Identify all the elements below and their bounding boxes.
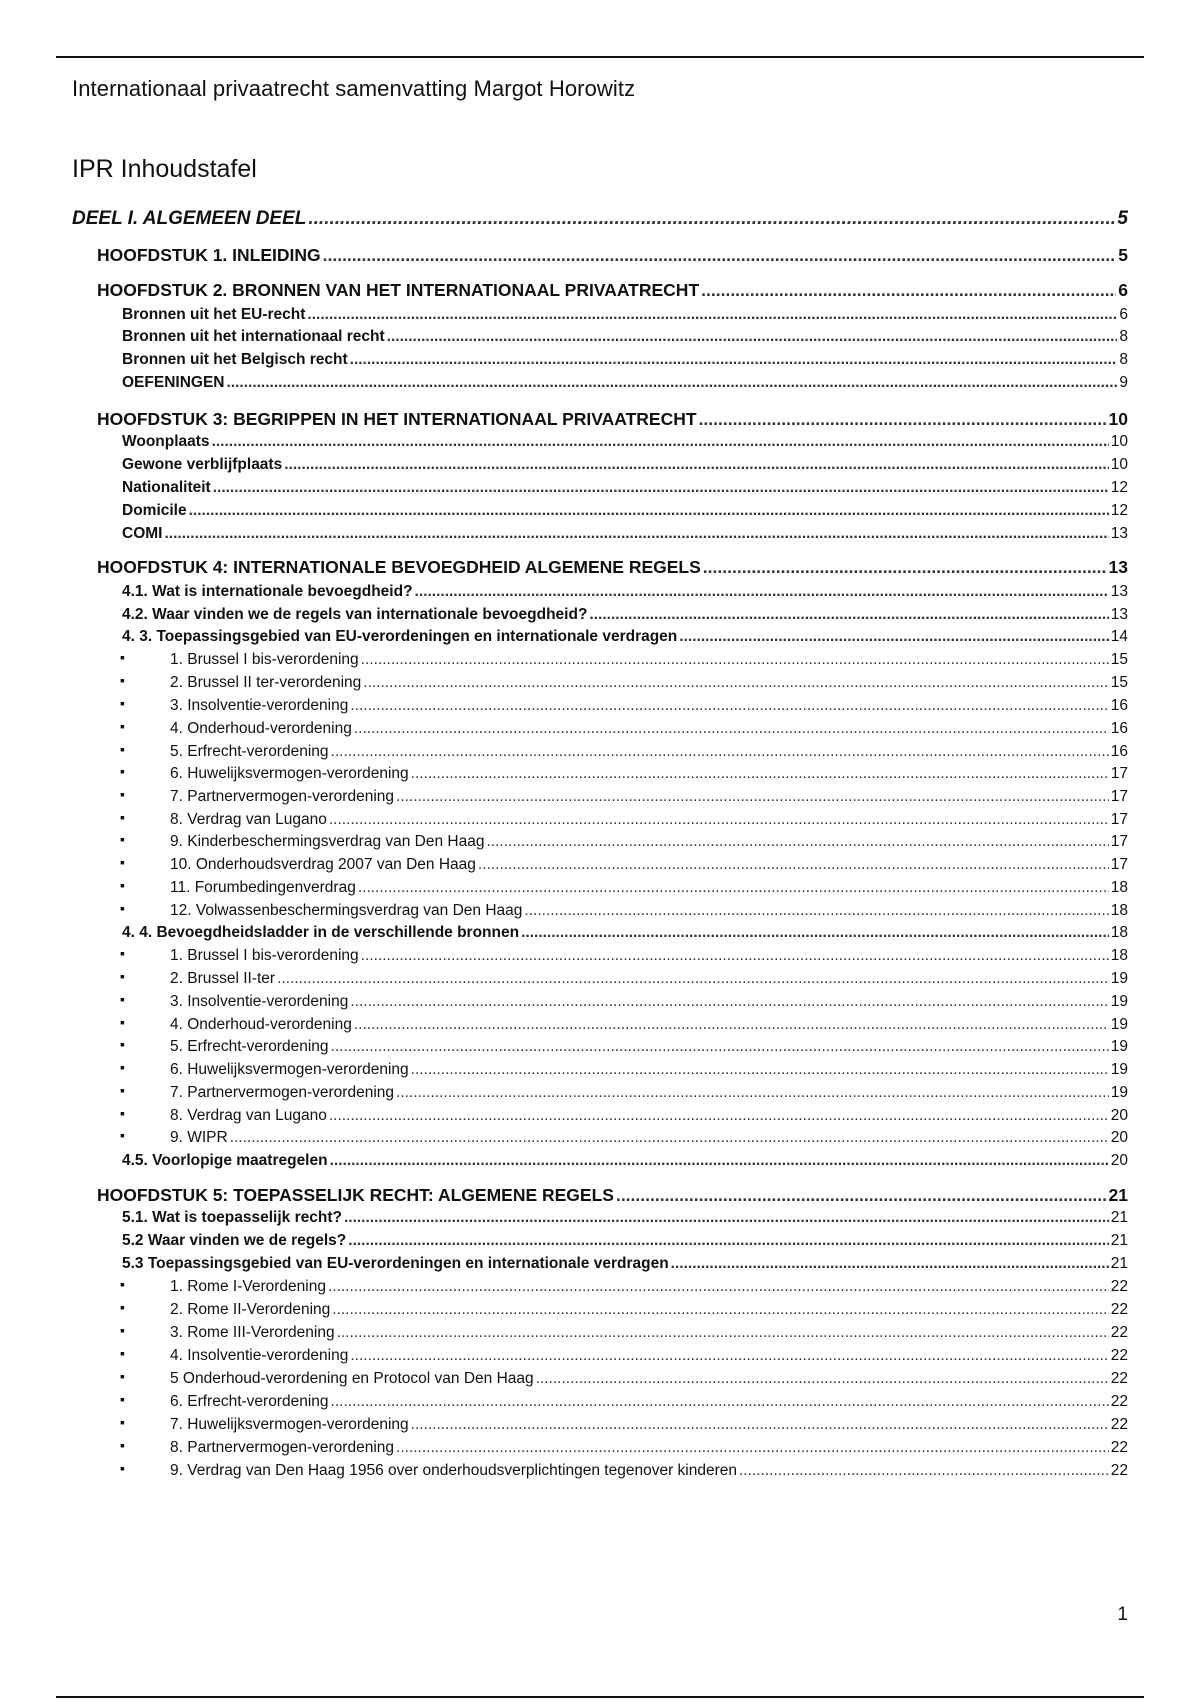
dot-leader: [189, 502, 1109, 520]
dot-leader: [616, 1185, 1107, 1206]
dot-leader: [354, 1016, 1109, 1034]
toc-entry[interactable]: [170, 1274, 1128, 1296]
toc-entry-page: 18: [1110, 947, 1128, 964]
dot-leader: [363, 674, 1108, 692]
dot-leader: [331, 1393, 1109, 1411]
bullet-icon: ▪: [120, 741, 125, 757]
toc-entry-page: 15: [1110, 651, 1128, 668]
toc-entry-label: HOOFDSTUK 2. BRONNEN VAN HET INTERNATIONAAL PRIVAATRECHT: [97, 280, 700, 300]
toc-entry-page: 16: [1110, 697, 1128, 714]
bullet-icon: ▪: [120, 718, 125, 734]
dot-leader: [230, 1129, 1109, 1147]
bullet-icon: ▪: [120, 1414, 125, 1430]
toc-entry[interactable]: [170, 989, 1128, 1011]
toc-entry-label: 1. Brussel I bis-verordening: [170, 651, 359, 668]
toc-entry[interactable]: [170, 1034, 1128, 1056]
toc-entry-label: 6. Erfrecht-verordening: [170, 1393, 329, 1410]
toc-entry[interactable]: [170, 1389, 1128, 1411]
toc-entry[interactable]: [122, 429, 1128, 451]
dot-leader: [213, 479, 1109, 497]
toc-entry-label: Domicile: [122, 502, 187, 519]
dot-leader: [699, 409, 1107, 430]
dot-leader: [589, 606, 1108, 624]
dot-leader: [348, 1232, 1108, 1250]
bullet-icon: ▪: [120, 1082, 125, 1098]
toc-entry[interactable]: [170, 647, 1128, 669]
toc-entry-label: 2. Brussel II ter-verordening: [170, 674, 362, 691]
toc-entry[interactable]: [122, 498, 1128, 520]
dot-leader: [396, 788, 1109, 806]
dot-leader: [329, 811, 1109, 829]
dot-leader: [361, 651, 1109, 669]
toc-entry[interactable]: [170, 1320, 1128, 1342]
toc-entry-page: 22: [1110, 1462, 1128, 1479]
toc-entry[interactable]: [122, 324, 1128, 346]
toc-entry-label: 4. 3. Toepassingsgebied van EU-verordeningen en internationale verdragen: [122, 628, 678, 645]
toc-entry[interactable]: [170, 1412, 1128, 1434]
bullet-icon: ▪: [120, 1276, 125, 1292]
toc-entry-label: COMI: [122, 525, 163, 542]
toc-entry[interactable]: [170, 966, 1128, 988]
bullet-icon: ▪: [120, 1391, 125, 1407]
toc-entry[interactable]: [170, 693, 1128, 715]
toc-entry-label: 12. Volwassenbeschermingsverdrag van Den Haag: [170, 902, 523, 919]
toc-entry-label: 10. Onderhoudsverdrag 2007 van Den Haag: [170, 856, 476, 873]
toc-entry-page: 20: [1110, 1107, 1128, 1124]
toc-entry[interactable]: [170, 1458, 1128, 1480]
toc-entry[interactable]: [170, 1080, 1128, 1102]
toc-entry[interactable]: [97, 554, 1128, 578]
toc-entry[interactable]: [122, 624, 1128, 646]
toc-entry[interactable]: [122, 579, 1128, 601]
dot-leader: [323, 245, 1117, 266]
toc-entry-page: 18: [1110, 902, 1128, 919]
dot-leader: [226, 374, 1117, 392]
toc-entry-page: 6: [1118, 280, 1128, 300]
toc-entry-label: 7. Partnervermogen-verordening: [170, 1084, 395, 1101]
toc-entry-label: 5. Erfrecht-verordening: [170, 743, 329, 760]
dot-leader: [524, 902, 1108, 920]
toc-entry-page: 19: [1110, 970, 1128, 987]
toc-entry[interactable]: [170, 898, 1128, 920]
dot-leader: [411, 1416, 1109, 1434]
bullet-icon: ▪: [120, 900, 125, 916]
bottom-rule: [56, 1696, 1144, 1698]
toc-entry[interactable]: [170, 670, 1128, 692]
toc-entry-page: 10: [1110, 433, 1128, 450]
toc-entry-page: 22: [1110, 1370, 1128, 1387]
toc-entry-label: 6. Huwelijksvermogen-verordening: [170, 765, 409, 782]
dot-leader: [332, 1301, 1108, 1319]
dot-leader: [486, 833, 1108, 851]
dot-leader: [331, 743, 1109, 761]
toc-entry-label: Bronnen uit het EU-recht: [122, 306, 306, 323]
toc-entry[interactable]: [170, 1435, 1128, 1457]
toc-entry-page: 8: [1119, 328, 1128, 345]
toc-entry-page: 22: [1110, 1278, 1128, 1295]
dot-leader: [521, 924, 1109, 942]
dot-leader: [328, 1278, 1109, 1296]
toc-entry-page: 22: [1110, 1301, 1128, 1318]
bullet-icon: ▪: [120, 786, 125, 802]
dot-leader: [331, 1038, 1109, 1056]
toc-entry-page: 17: [1110, 811, 1128, 828]
toc-entry[interactable]: [170, 829, 1128, 851]
toc-entry-label: Gewone verblijfplaats: [122, 456, 283, 473]
toc-entry-label: 4.2. Waar vinden we de regels van internationale bevoegdheid?: [122, 606, 588, 623]
dot-leader: [337, 1324, 1109, 1342]
toc-entry-label: 3. Rome III-Verordening: [170, 1324, 335, 1341]
bullet-icon: ▪: [120, 649, 125, 665]
toc-entry-label: 3. Insolventie-verordening: [170, 697, 349, 714]
toc-entry-label: DEEL I. ALGEMEEN DEEL: [72, 208, 307, 229]
dot-leader: [396, 1084, 1109, 1102]
toc-entry-label: 2. Brussel II-ter: [170, 970, 276, 987]
toc-entry-label: 5.2 Waar vinden we de regels?: [122, 1232, 347, 1249]
toc-entry[interactable]: [170, 1057, 1128, 1079]
toc-entry-page: 9: [1119, 374, 1128, 391]
toc-entry-page: 18: [1110, 879, 1128, 896]
toc-entry[interactable]: [122, 347, 1128, 369]
toc-entry-label: 4. Onderhoud-verordening: [170, 1016, 352, 1033]
toc-entry-page: 19: [1110, 1016, 1128, 1033]
document-header: Internationaal privaatrecht samenvatting Margot Horowitz: [72, 76, 636, 101]
dot-leader: [350, 697, 1108, 715]
toc-entry[interactable]: [170, 716, 1128, 738]
toc-entry-page: 22: [1110, 1416, 1128, 1433]
bullet-icon: ▪: [120, 1437, 125, 1453]
toc-entry-label: HOOFDSTUK 4: INTERNATIONALE BEVOEGDHEID ALGEMENE REGELS: [97, 557, 701, 577]
toc-entry-page: 5: [1118, 245, 1128, 265]
dot-leader: [679, 628, 1108, 646]
toc-entry-page: 20: [1110, 1152, 1128, 1169]
toc-entry-label: 8. Verdrag van Lugano: [170, 811, 327, 828]
toc-entry[interactable]: [170, 761, 1128, 783]
dot-leader: [415, 583, 1109, 601]
toc-entry-page: 21: [1110, 1255, 1128, 1272]
toc-entry-page: 10: [1108, 409, 1128, 429]
toc-entry[interactable]: [97, 277, 1128, 301]
bullet-icon: ▪: [120, 1322, 125, 1338]
bullet-icon: ▪: [120, 1345, 125, 1361]
toc-entry[interactable]: [122, 602, 1128, 624]
toc-entry-label: 4. Insolventie-verordening: [170, 1347, 349, 1364]
toc-entry[interactable]: [170, 1366, 1128, 1388]
toc-entry-page: 13: [1110, 525, 1128, 542]
toc-entry-label: 4. 4. Bevoegdheidsladder in de verschillende bronnen: [122, 924, 520, 941]
toc-entry-label: 2. Rome II-Verordening: [170, 1301, 331, 1318]
dot-leader: [284, 456, 1109, 474]
dot-leader: [411, 1061, 1109, 1079]
dot-leader: [536, 1370, 1109, 1388]
toc-entry[interactable]: [170, 1125, 1128, 1147]
toc-entry-page: 8: [1119, 351, 1128, 368]
toc-entry-page: 17: [1110, 788, 1128, 805]
toc-entry-page: 12: [1110, 502, 1128, 519]
toc-entry[interactable]: [122, 1205, 1128, 1227]
toc-entry[interactable]: [170, 875, 1128, 897]
page-number: 1: [1117, 1604, 1128, 1625]
dot-leader: [361, 947, 1109, 965]
toc-entry-page: 18: [1110, 924, 1128, 941]
toc-entry-page: 13: [1110, 606, 1128, 623]
toc-entry-label: 11. Forumbedingenverdrag: [170, 879, 356, 896]
toc-entry[interactable]: [122, 370, 1128, 392]
dot-leader: [671, 1255, 1109, 1273]
dot-leader: [212, 433, 1109, 451]
toc-entry-label: 4. Onderhoud-verordening: [170, 720, 352, 737]
bullet-icon: ▪: [120, 945, 125, 961]
bullet-icon: ▪: [120, 1299, 125, 1315]
dot-leader: [277, 970, 1109, 988]
toc-entry-label: HOOFDSTUK 5: TOEPASSELIJK RECHT: ALGEMENE REGELS: [97, 1185, 614, 1205]
toc-entry[interactable]: [170, 1297, 1128, 1319]
bullet-icon: ▪: [120, 809, 125, 825]
toc-entry[interactable]: [170, 943, 1128, 965]
toc-entry-label: 5.1. Wat is toepasselijk recht?: [122, 1209, 342, 1226]
toc-entry-label: 8. Verdrag van Lugano: [170, 1107, 327, 1124]
dot-leader: [308, 208, 1115, 230]
bullet-icon: ▪: [120, 763, 125, 779]
bullet-icon: ▪: [120, 1059, 125, 1075]
toc-entry[interactable]: [97, 242, 1128, 266]
dot-leader: [703, 557, 1107, 578]
dot-leader: [396, 1439, 1109, 1457]
toc-entry-page: 19: [1110, 993, 1128, 1010]
toc-entry-page: 6: [1119, 306, 1128, 323]
toc-entry-label: 5.3 Toepassingsgebied van EU-verordeningen en internationale verdragen: [122, 1255, 669, 1272]
toc-entry-page: 15: [1110, 674, 1128, 691]
dot-leader: [701, 280, 1116, 301]
toc-entry[interactable]: [122, 452, 1128, 474]
bullet-icon: ▪: [120, 1105, 125, 1121]
toc-entry-page: 10: [1110, 456, 1128, 473]
toc-entry-label: Bronnen uit het Belgisch recht: [122, 351, 348, 368]
toc-entry[interactable]: [170, 1343, 1128, 1365]
toc-entry-label: 5 Onderhoud-verordening en Protocol van Den Haag: [170, 1370, 534, 1387]
toc-entry-page: 17: [1110, 833, 1128, 850]
bullet-icon: ▪: [120, 831, 125, 847]
bullet-icon: ▪: [120, 1036, 125, 1052]
toc-entry[interactable]: [97, 406, 1128, 430]
toc-entry[interactable]: [72, 204, 1128, 230]
dot-leader: [307, 306, 1117, 324]
bullet-icon: ▪: [120, 854, 125, 870]
dot-leader: [478, 856, 1109, 874]
toc-entry[interactable]: [122, 1148, 1128, 1170]
top-rule: [56, 56, 1144, 58]
bullet-icon: ▪: [120, 1127, 125, 1143]
toc-entry-label: 3. Insolventie-verordening: [170, 993, 349, 1010]
toc-entry-page: 21: [1110, 1232, 1128, 1249]
toc-entry-page: 20: [1110, 1129, 1128, 1146]
toc-entry-page: 12: [1110, 479, 1128, 496]
toc-entry-page: 21: [1108, 1185, 1128, 1205]
toc-entry[interactable]: [122, 920, 1128, 942]
toc-heading: IPR Inhoudstafel: [72, 155, 257, 183]
toc-entry-page: 5: [1117, 208, 1128, 229]
toc-entry-page: 19: [1110, 1084, 1128, 1101]
bullet-icon: ▪: [120, 968, 125, 984]
toc-entry[interactable]: [122, 475, 1128, 497]
toc-entry-label: Nationaliteit: [122, 479, 211, 496]
toc-entry-page: 22: [1110, 1439, 1128, 1456]
toc-entry-label: 9. WIPR: [170, 1129, 228, 1146]
dot-leader: [739, 1462, 1109, 1480]
dot-leader: [350, 351, 1118, 369]
bullet-icon: ▪: [120, 1368, 125, 1384]
bullet-icon: ▪: [120, 877, 125, 893]
toc-entry-page: 22: [1110, 1393, 1128, 1410]
toc-entry-label: 9. Verdrag van Den Haag 1956 over onderhoudsverplichtingen tegenover kinderen: [170, 1462, 737, 1479]
toc-entry[interactable]: [122, 521, 1128, 543]
dot-leader: [387, 328, 1118, 346]
toc-entry-label: 6. Huwelijksvermogen-verordening: [170, 1061, 409, 1078]
toc-entry-label: 7. Huwelijksvermogen-verordening: [170, 1416, 409, 1433]
toc-entry[interactable]: [122, 1228, 1128, 1250]
toc-entry-page: 22: [1110, 1347, 1128, 1364]
toc-entry-label: 1. Brussel I bis-verordening: [170, 947, 359, 964]
bullet-icon: ▪: [120, 672, 125, 688]
dot-leader: [330, 1152, 1109, 1170]
toc-entry-page: 17: [1110, 856, 1128, 873]
toc-entry-label: 8. Partnervermogen-verordening: [170, 1439, 395, 1456]
dot-leader: [354, 720, 1109, 738]
toc-entry-label: 9. Kinderbeschermingsverdrag van Den Haag: [170, 833, 485, 850]
toc-entry[interactable]: [170, 739, 1128, 761]
toc-entry-page: 17: [1110, 765, 1128, 782]
bullet-icon: ▪: [120, 991, 125, 1007]
toc-entry-label: HOOFDSTUK 1. INLEIDING: [97, 245, 321, 265]
dot-leader: [411, 765, 1109, 783]
dot-leader: [350, 993, 1108, 1011]
toc-entry[interactable]: [122, 1251, 1128, 1273]
dot-leader: [350, 1347, 1108, 1365]
toc-entry-page: 22: [1110, 1324, 1128, 1341]
toc-entry[interactable]: [170, 807, 1128, 829]
toc-entry[interactable]: [97, 1182, 1128, 1206]
bullet-icon: ▪: [120, 1460, 125, 1476]
toc-entry-page: 13: [1108, 557, 1128, 577]
bullet-icon: ▪: [120, 695, 125, 711]
toc-entry-label: OEFENINGEN: [122, 374, 225, 391]
toc-entry[interactable]: [170, 784, 1128, 806]
toc-entry[interactable]: [170, 1103, 1128, 1125]
toc-entry-page: 19: [1110, 1038, 1128, 1055]
toc-entry[interactable]: [122, 302, 1128, 324]
bullet-icon: ▪: [120, 1014, 125, 1030]
toc-entry-page: 16: [1110, 743, 1128, 760]
toc-entry-page: 19: [1110, 1061, 1128, 1078]
toc-entry-page: 13: [1110, 583, 1128, 600]
toc-entry-page: 21: [1110, 1209, 1128, 1226]
toc-entry-label: 1. Rome I-Verordening: [170, 1278, 326, 1295]
toc-entry-label: 4.5. Voorlopige maatregelen: [122, 1152, 328, 1169]
dot-leader: [164, 525, 1108, 543]
dot-leader: [358, 879, 1109, 897]
toc-entry-label: 7. Partnervermogen-verordening: [170, 788, 395, 805]
dot-leader: [344, 1209, 1109, 1227]
toc-entry-label: 5. Erfrecht-verordening: [170, 1038, 329, 1055]
dot-leader: [329, 1107, 1109, 1125]
toc-entry-page: 16: [1110, 720, 1128, 737]
toc-entry[interactable]: [170, 852, 1128, 874]
toc-entry-label: Woonplaats: [122, 433, 210, 450]
toc-entry-label: HOOFDSTUK 3: BEGRIPPEN IN HET INTERNATIONAAL PRIVAATRECHT: [97, 409, 697, 429]
toc-entry-label: Bronnen uit het internationaal recht: [122, 328, 385, 345]
toc-entry-page: 14: [1110, 628, 1128, 645]
toc-entry[interactable]: [170, 1012, 1128, 1034]
toc-entry-label: 4.1. Wat is internationale bevoegdheid?: [122, 583, 413, 600]
